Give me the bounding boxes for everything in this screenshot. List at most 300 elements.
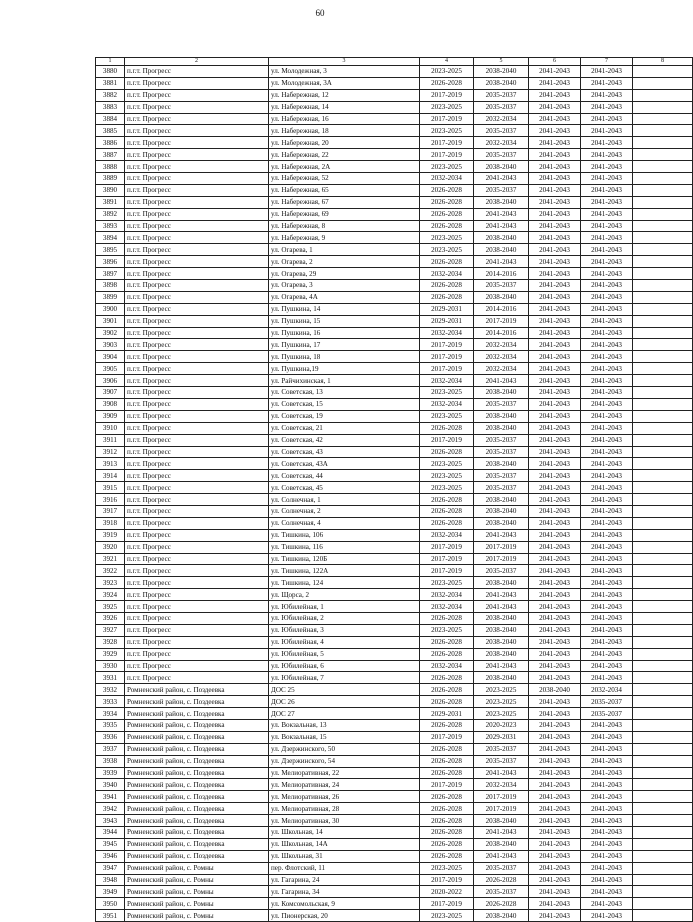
period-cell: 2041-2043 xyxy=(529,315,581,327)
row-number: 3899 xyxy=(96,291,125,303)
period-cell: 2041-2043 xyxy=(581,541,633,553)
table-row xyxy=(96,874,693,886)
period-cell: 2041-2043 xyxy=(529,339,581,351)
period-cell: 2041-2043 xyxy=(581,351,633,363)
period-cell: 2035-2037 xyxy=(474,101,529,113)
period-cell: 2029-2031 xyxy=(474,731,529,743)
period-cell: 2035-2037 xyxy=(474,482,529,494)
period-cell: 2026-2028 xyxy=(420,815,474,827)
period-cell: 2041-2043 xyxy=(581,482,633,494)
period-cell: 2032-2034 xyxy=(420,589,474,601)
address-cell: ДОС 25 xyxy=(269,684,420,696)
period-cell: 2041-2043 xyxy=(529,410,581,422)
notes-cell xyxy=(633,482,693,494)
locality-cell: п.г.т. Прогресс xyxy=(125,113,269,125)
period-cell: 2041-2043 xyxy=(581,850,633,862)
row-number: 3944 xyxy=(96,827,125,839)
address-cell: ул. Юбилейная, 3 xyxy=(269,624,420,636)
locality-cell: п.г.т. Прогресс xyxy=(125,327,269,339)
period-cell: 2017-2019 xyxy=(420,553,474,565)
table-row xyxy=(96,910,693,922)
period-cell: 2041-2043 xyxy=(474,220,529,232)
period-cell: 2041-2043 xyxy=(529,910,581,922)
address-cell: ул. Гагарина, 24 xyxy=(269,874,420,886)
notes-cell xyxy=(633,553,693,565)
period-cell: 2041-2043 xyxy=(474,660,529,672)
period-cell: 2041-2043 xyxy=(581,446,633,458)
period-cell: 2041-2043 xyxy=(529,612,581,624)
period-cell: 2041-2043 xyxy=(581,898,633,910)
row-number: 3909 xyxy=(96,410,125,422)
locality-cell: Ромненский район, с. Поздеевка xyxy=(125,708,269,720)
table-row xyxy=(96,137,693,149)
address-cell: ул. Юбилейная, 4 xyxy=(269,636,420,648)
locality-cell: п.г.т. Прогресс xyxy=(125,375,269,387)
period-cell: 2041-2043 xyxy=(529,565,581,577)
period-cell: 2041-2043 xyxy=(581,327,633,339)
column-header: 1 xyxy=(96,58,125,66)
table-row xyxy=(96,422,693,434)
table-body xyxy=(96,66,693,922)
period-cell: 2041-2043 xyxy=(581,89,633,101)
notes-cell xyxy=(633,196,693,208)
locality-cell: Ромненский район, с. Поздеевка xyxy=(125,696,269,708)
table-row xyxy=(96,719,693,731)
period-cell: 2041-2043 xyxy=(474,601,529,613)
locality-cell: п.г.т. Прогресс xyxy=(125,173,269,185)
period-cell: 2038-2040 xyxy=(474,517,529,529)
period-cell: 2041-2043 xyxy=(529,672,581,684)
locality-cell: п.г.т. Прогресс xyxy=(125,77,269,89)
period-cell: 2041-2043 xyxy=(529,648,581,660)
period-cell: 2041-2043 xyxy=(581,149,633,161)
period-cell: 2026-2028 xyxy=(420,684,474,696)
period-cell: 2041-2043 xyxy=(581,767,633,779)
page-number: 60 xyxy=(315,8,325,18)
locality-cell: п.г.т. Прогресс xyxy=(125,458,269,470)
locality-cell: п.г.т. Прогресс xyxy=(125,232,269,244)
period-cell: 2041-2043 xyxy=(581,838,633,850)
row-number: 3928 xyxy=(96,636,125,648)
period-cell: 2041-2043 xyxy=(529,505,581,517)
address-cell: ул. Советская, 43 xyxy=(269,446,420,458)
period-cell: 2035-2037 xyxy=(474,886,529,898)
period-cell: 2041-2043 xyxy=(581,517,633,529)
locality-cell: п.г.т. Прогресс xyxy=(125,339,269,351)
period-cell: 2041-2043 xyxy=(529,660,581,672)
row-number: 3913 xyxy=(96,458,125,470)
address-cell: ул. Юбилейная, 6 xyxy=(269,660,420,672)
address-cell: ул. Школьная, 14А xyxy=(269,838,420,850)
period-cell: 2026-2028 xyxy=(420,719,474,731)
row-number: 3898 xyxy=(96,280,125,292)
period-cell: 2041-2043 xyxy=(581,232,633,244)
row-number: 3918 xyxy=(96,517,125,529)
address-cell: ул. Набережная, 22 xyxy=(269,149,420,161)
period-cell: 2017-2019 xyxy=(474,553,529,565)
row-number: 3895 xyxy=(96,244,125,256)
period-cell: 2041-2043 xyxy=(529,874,581,886)
period-cell: 2041-2043 xyxy=(581,910,633,922)
locality-cell: Ромненский район, с. Поздеевка xyxy=(125,838,269,850)
row-number: 3924 xyxy=(96,589,125,601)
period-cell: 2041-2043 xyxy=(529,815,581,827)
locality-cell: п.г.т. Прогресс xyxy=(125,612,269,624)
period-cell: 2023-2025 xyxy=(420,458,474,470)
table-row xyxy=(96,410,693,422)
notes-cell xyxy=(633,874,693,886)
address-cell: ул. Огарева, 4А xyxy=(269,291,420,303)
notes-cell xyxy=(633,529,693,541)
period-cell: 2032-2034 xyxy=(420,601,474,613)
locality-cell: Ромненский район, с. Поздеевка xyxy=(125,791,269,803)
table-row xyxy=(96,280,693,292)
period-cell: 2023-2025 xyxy=(420,244,474,256)
period-cell: 2041-2043 xyxy=(581,113,633,125)
locality-cell: Ромненский район, с. Ромны xyxy=(125,898,269,910)
notes-cell xyxy=(633,137,693,149)
notes-cell xyxy=(633,327,693,339)
row-number: 3896 xyxy=(96,256,125,268)
notes-cell xyxy=(633,184,693,196)
period-cell: 2041-2043 xyxy=(529,624,581,636)
locality-cell: п.г.т. Прогресс xyxy=(125,220,269,232)
period-cell: 2041-2043 xyxy=(529,280,581,292)
table-row xyxy=(96,672,693,684)
period-cell: 2041-2043 xyxy=(581,672,633,684)
locality-cell: п.г.т. Прогресс xyxy=(125,184,269,196)
address-cell: ул. Солнечная, 1 xyxy=(269,494,420,506)
notes-cell xyxy=(633,315,693,327)
row-number: 3940 xyxy=(96,779,125,791)
notes-cell xyxy=(633,470,693,482)
period-cell: 2035-2037 xyxy=(474,743,529,755)
address-cell: ул. Вокзальная, 15 xyxy=(269,731,420,743)
locality-cell: п.г.т. Прогресс xyxy=(125,161,269,173)
period-cell: 2041-2043 xyxy=(581,565,633,577)
notes-cell xyxy=(633,624,693,636)
period-cell: 2035-2037 xyxy=(474,565,529,577)
locality-cell: п.г.т. Прогресс xyxy=(125,470,269,482)
period-cell: 2026-2028 xyxy=(420,767,474,779)
notes-cell xyxy=(633,434,693,446)
notes-cell xyxy=(633,601,693,613)
row-number: 3950 xyxy=(96,898,125,910)
row-number: 3931 xyxy=(96,672,125,684)
period-cell: 2020-2022 xyxy=(420,886,474,898)
address-cell: ул. Юбилейная, 5 xyxy=(269,648,420,660)
period-cell: 2041-2043 xyxy=(581,375,633,387)
address-cell: ул. Райчихинская, 1 xyxy=(269,375,420,387)
notes-cell xyxy=(633,791,693,803)
address-cell: ДОС 26 xyxy=(269,696,420,708)
period-cell: 2041-2043 xyxy=(529,184,581,196)
period-cell: 2041-2043 xyxy=(581,244,633,256)
locality-cell: п.г.т. Прогресс xyxy=(125,89,269,101)
period-cell: 2023-2025 xyxy=(420,125,474,137)
address-cell: ул. Советская, 13 xyxy=(269,387,420,399)
period-cell: 2038-2040 xyxy=(474,244,529,256)
period-cell: 2041-2043 xyxy=(581,470,633,482)
period-cell: 2041-2043 xyxy=(581,601,633,613)
locality-cell: п.г.т. Прогресс xyxy=(125,363,269,375)
period-cell: 2026-2028 xyxy=(474,898,529,910)
table-row xyxy=(96,815,693,827)
row-number: 3891 xyxy=(96,196,125,208)
notes-cell xyxy=(633,672,693,684)
period-cell: 2023-2025 xyxy=(420,232,474,244)
period-cell: 2038-2040 xyxy=(474,291,529,303)
row-number: 3921 xyxy=(96,553,125,565)
table-row xyxy=(96,482,693,494)
row-number: 3935 xyxy=(96,719,125,731)
period-cell: 2029-2031 xyxy=(420,303,474,315)
period-cell: 2032-2034 xyxy=(474,137,529,149)
table-row xyxy=(96,767,693,779)
period-cell: 2041-2043 xyxy=(529,291,581,303)
table-row xyxy=(96,244,693,256)
period-cell: 2026-2028 xyxy=(420,220,474,232)
row-number: 3881 xyxy=(96,77,125,89)
notes-cell xyxy=(633,731,693,743)
notes-cell xyxy=(633,77,693,89)
period-cell: 2026-2028 xyxy=(420,280,474,292)
address-cell: ул. Пушкина, 15 xyxy=(269,315,420,327)
period-cell: 2038-2040 xyxy=(474,612,529,624)
period-cell: 2026-2028 xyxy=(420,803,474,815)
address-cell: ул. Набережная, 8 xyxy=(269,220,420,232)
table-row xyxy=(96,898,693,910)
period-cell: 2041-2043 xyxy=(529,66,581,78)
locality-cell: п.г.т. Прогресс xyxy=(125,66,269,78)
address-cell: ул. Пионерская, 20 xyxy=(269,910,420,922)
notes-cell xyxy=(633,280,693,292)
row-number: 3941 xyxy=(96,791,125,803)
period-cell: 2038-2040 xyxy=(474,672,529,684)
row-number: 3937 xyxy=(96,743,125,755)
row-number: 3892 xyxy=(96,208,125,220)
period-cell: 2017-2019 xyxy=(420,731,474,743)
row-number: 3901 xyxy=(96,315,125,327)
period-cell: 2026-2028 xyxy=(420,636,474,648)
address-cell: ул. Тишкина, 120Б xyxy=(269,553,420,565)
period-cell: 2017-2019 xyxy=(420,541,474,553)
row-number: 3903 xyxy=(96,339,125,351)
address-cell: ул. Школьная, 14 xyxy=(269,827,420,839)
period-cell: 2041-2043 xyxy=(529,696,581,708)
period-cell: 2041-2043 xyxy=(581,660,633,672)
period-cell: 2023-2025 xyxy=(420,387,474,399)
address-cell: ул. Советская, 19 xyxy=(269,410,420,422)
address-cell: ул. Дзержинского, 54 xyxy=(269,755,420,767)
locality-cell: Ромненский район, с. Поздеевка xyxy=(125,827,269,839)
period-cell: 2026-2028 xyxy=(420,446,474,458)
address-cell: ул. Огарева, 29 xyxy=(269,268,420,280)
table-row xyxy=(96,89,693,101)
table-row xyxy=(96,553,693,565)
column-header: 8 xyxy=(633,58,693,66)
address-cell: ул. Набережная, 2А xyxy=(269,161,420,173)
address-cell: ул. Набережная, 52 xyxy=(269,173,420,185)
period-cell: 2041-2043 xyxy=(529,398,581,410)
table-row xyxy=(96,398,693,410)
period-cell: 2017-2019 xyxy=(474,803,529,815)
address-cell: ул. Школьная, 31 xyxy=(269,850,420,862)
table-row xyxy=(96,113,693,125)
period-cell: 2041-2043 xyxy=(529,850,581,862)
locality-cell: п.г.т. Прогресс xyxy=(125,624,269,636)
period-cell: 2023-2025 xyxy=(420,482,474,494)
period-cell: 2032-2034 xyxy=(474,363,529,375)
address-cell: ул. Огарева, 1 xyxy=(269,244,420,256)
period-cell: 2035-2037 xyxy=(474,398,529,410)
period-cell: 2038-2040 xyxy=(474,648,529,660)
period-cell: 2041-2043 xyxy=(529,529,581,541)
locality-cell: п.г.т. Прогресс xyxy=(125,482,269,494)
period-cell: 2041-2043 xyxy=(529,173,581,185)
period-cell: 2041-2043 xyxy=(581,220,633,232)
locality-cell: п.г.т. Прогресс xyxy=(125,256,269,268)
period-cell: 2032-2034 xyxy=(474,351,529,363)
period-cell: 2035-2037 xyxy=(581,708,633,720)
period-cell: 2023-2025 xyxy=(420,66,474,78)
period-cell: 2017-2019 xyxy=(420,779,474,791)
period-cell: 2041-2043 xyxy=(581,315,633,327)
period-cell: 2023-2025 xyxy=(420,470,474,482)
table-row xyxy=(96,101,693,113)
locality-cell: Ромненский район, с. Ромны xyxy=(125,910,269,922)
period-cell: 2041-2043 xyxy=(529,256,581,268)
period-cell: 2041-2043 xyxy=(581,137,633,149)
address-cell: ул. Набережная, 65 xyxy=(269,184,420,196)
table-row xyxy=(96,363,693,375)
notes-cell xyxy=(633,850,693,862)
period-cell: 2017-2019 xyxy=(420,351,474,363)
period-cell: 2014-2016 xyxy=(474,303,529,315)
row-number: 3939 xyxy=(96,767,125,779)
period-cell: 2020-2023 xyxy=(474,719,529,731)
period-cell: 2041-2043 xyxy=(581,208,633,220)
notes-cell xyxy=(633,541,693,553)
address-cell: ул. Пушкина,19 xyxy=(269,363,420,375)
notes-cell xyxy=(633,339,693,351)
period-cell: 2017-2019 xyxy=(420,434,474,446)
address-cell: ул. Вокзальная, 13 xyxy=(269,719,420,731)
locality-cell: Ромненский район, с. Поздеевка xyxy=(125,719,269,731)
table-row xyxy=(96,743,693,755)
period-cell: 2041-2043 xyxy=(581,648,633,660)
period-cell: 2017-2019 xyxy=(420,89,474,101)
table-row xyxy=(96,684,693,696)
table-row xyxy=(96,339,693,351)
table-row xyxy=(96,184,693,196)
locality-cell: п.г.т. Прогресс xyxy=(125,422,269,434)
period-cell: 2041-2043 xyxy=(529,517,581,529)
address-cell: ул. Пушкина, 17 xyxy=(269,339,420,351)
notes-cell xyxy=(633,101,693,113)
period-cell: 2026-2028 xyxy=(420,827,474,839)
notes-cell xyxy=(633,755,693,767)
row-number: 3882 xyxy=(96,89,125,101)
notes-cell xyxy=(633,827,693,839)
row-number: 3917 xyxy=(96,505,125,517)
table-row xyxy=(96,125,693,137)
locality-cell: Ромненский район, с. Ромны xyxy=(125,862,269,874)
period-cell: 2041-2043 xyxy=(529,137,581,149)
period-cell: 2041-2043 xyxy=(581,66,633,78)
address-cell: ул. Советская, 15 xyxy=(269,398,420,410)
table-row xyxy=(96,850,693,862)
table-row xyxy=(96,256,693,268)
period-cell: 2041-2043 xyxy=(474,529,529,541)
period-cell: 2041-2043 xyxy=(581,77,633,89)
period-cell: 2041-2043 xyxy=(581,886,633,898)
table-row xyxy=(96,601,693,613)
period-cell: 2038-2040 xyxy=(474,161,529,173)
period-cell: 2038-2040 xyxy=(474,636,529,648)
period-cell: 2041-2043 xyxy=(529,827,581,839)
address-cell: ул. Солнечная, 4 xyxy=(269,517,420,529)
period-cell: 2035-2037 xyxy=(474,280,529,292)
notes-cell xyxy=(633,113,693,125)
notes-cell xyxy=(633,505,693,517)
period-cell: 2041-2043 xyxy=(581,791,633,803)
locality-cell: п.г.т. Прогресс xyxy=(125,125,269,137)
period-cell: 2041-2043 xyxy=(529,363,581,375)
period-cell: 2041-2043 xyxy=(581,505,633,517)
locality-cell: п.г.т. Прогресс xyxy=(125,410,269,422)
locality-cell: п.г.т. Прогресс xyxy=(125,303,269,315)
period-cell: 2026-2028 xyxy=(420,77,474,89)
locality-cell: п.г.т. Прогресс xyxy=(125,351,269,363)
locality-cell: п.г.т. Прогресс xyxy=(125,446,269,458)
locality-cell: Ромненский район, с. Поздеевка xyxy=(125,779,269,791)
table-row xyxy=(96,66,693,78)
period-cell: 2038-2040 xyxy=(474,624,529,636)
period-cell: 2041-2043 xyxy=(474,767,529,779)
period-cell: 2041-2043 xyxy=(581,434,633,446)
row-number: 3905 xyxy=(96,363,125,375)
column-header: 3 xyxy=(269,58,420,66)
period-cell: 2041-2043 xyxy=(581,161,633,173)
address-cell: ул. Набережная, 16 xyxy=(269,113,420,125)
period-cell: 2041-2043 xyxy=(529,791,581,803)
period-cell: 2032-2034 xyxy=(581,684,633,696)
notes-cell xyxy=(633,458,693,470)
table-row xyxy=(96,149,693,161)
row-number: 3934 xyxy=(96,708,125,720)
table-row xyxy=(96,315,693,327)
notes-cell xyxy=(633,66,693,78)
table-row xyxy=(96,862,693,874)
row-number: 3942 xyxy=(96,803,125,815)
locality-cell: п.г.т. Прогресс xyxy=(125,387,269,399)
notes-cell xyxy=(633,303,693,315)
period-cell: 2017-2019 xyxy=(420,113,474,125)
notes-cell xyxy=(633,910,693,922)
period-cell: 2041-2043 xyxy=(581,387,633,399)
address-cell: ул. Тишкина, 116 xyxy=(269,541,420,553)
period-cell: 2041-2043 xyxy=(529,577,581,589)
period-cell: 2026-2028 xyxy=(420,517,474,529)
address-cell: ул. Советская, 21 xyxy=(269,422,420,434)
table-row xyxy=(96,470,693,482)
address-cell: ул. Набережная, 18 xyxy=(269,125,420,137)
notes-cell xyxy=(633,268,693,280)
period-cell: 2041-2043 xyxy=(529,719,581,731)
period-cell: 2038-2040 xyxy=(474,577,529,589)
notes-cell xyxy=(633,208,693,220)
